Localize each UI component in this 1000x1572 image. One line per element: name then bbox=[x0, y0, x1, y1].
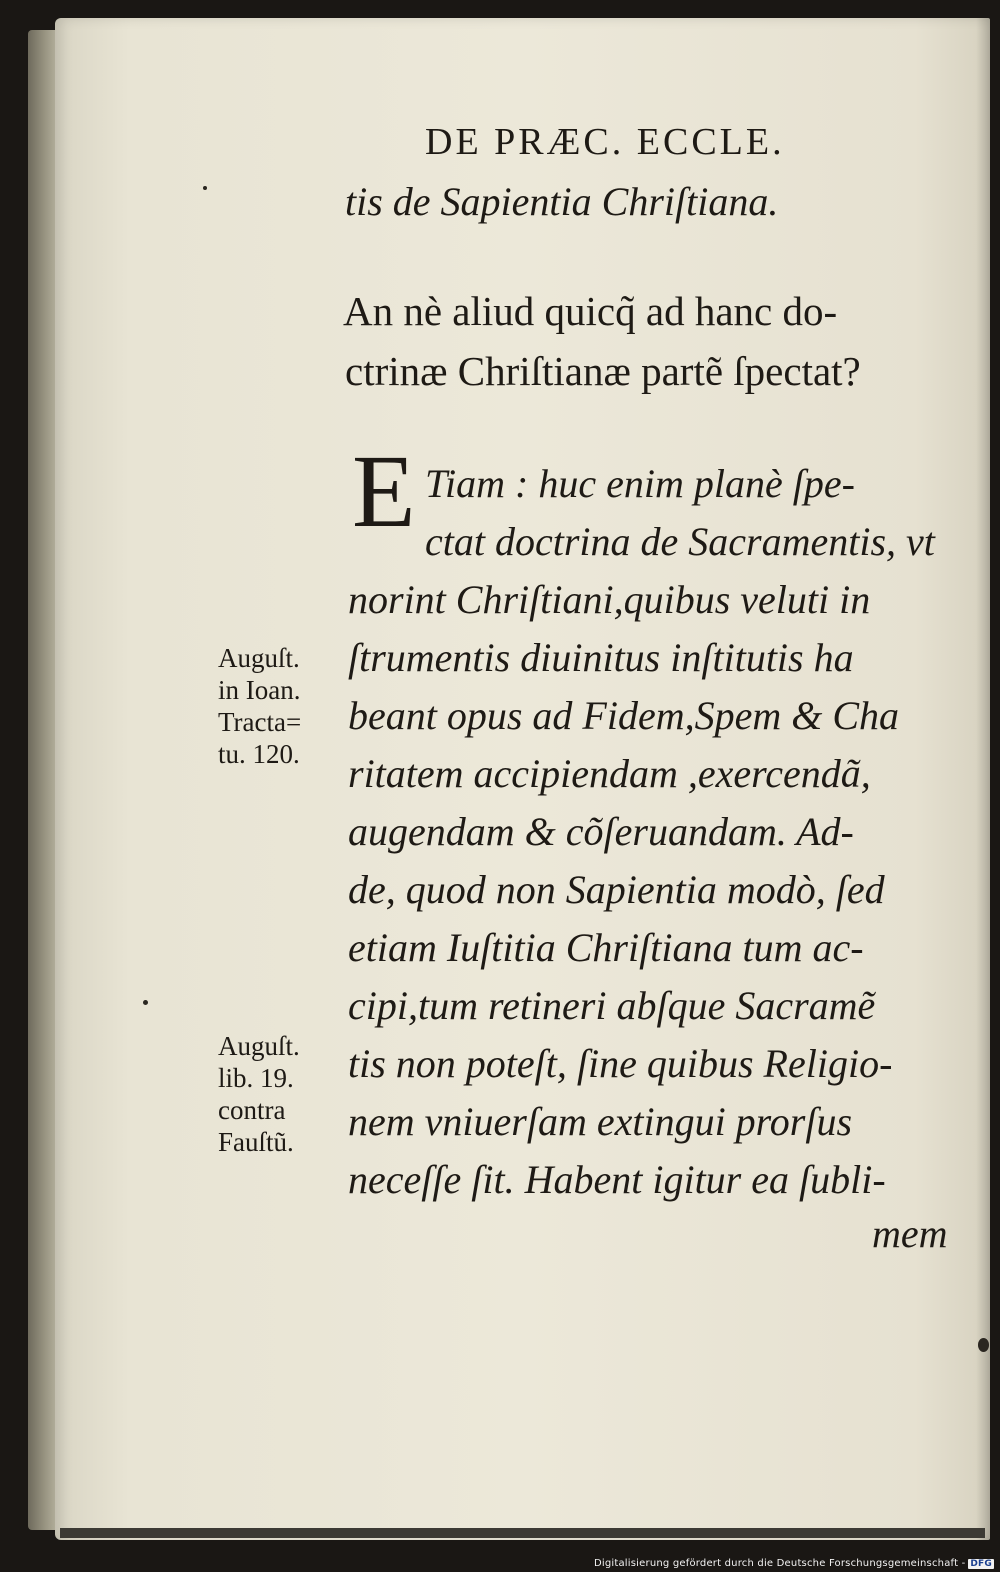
question-line: ctrinæ Chriſtianæ partẽ ſpectat? bbox=[345, 348, 861, 394]
margin-note bbox=[218, 642, 301, 770]
body-line: neceſſe ſit. Habent igitur ea ſubli- bbox=[348, 1157, 886, 1202]
question-line: An nè aliud quicq̃ ad hanc do- bbox=[343, 288, 838, 334]
margin-note-line: tu. 120. bbox=[218, 739, 300, 769]
dfg-logo: DFG bbox=[970, 1559, 992, 1569]
body-line: norint Chriſtiani,quibus veluti in bbox=[348, 577, 871, 622]
page-bottom-edge bbox=[60, 1528, 985, 1538]
margin-note-line: Fauſtũ. bbox=[218, 1127, 294, 1157]
body-line: cipi,tum retineri abſque Sacramẽ bbox=[348, 983, 876, 1028]
body-line: ſtrumentis diuinitus inſtitutis ha bbox=[348, 635, 854, 680]
margin-note-line: lib. 19. bbox=[218, 1063, 294, 1093]
running-head: DE PRÆC. ECCLE. bbox=[425, 121, 785, 163]
paper-speck bbox=[203, 186, 207, 190]
body-line: nem vniuerſam extingui prorſus bbox=[348, 1099, 853, 1144]
body-line: Tiam : huc enim planè ſpe- bbox=[425, 461, 855, 506]
paper-speck bbox=[143, 1000, 148, 1005]
digitization-footer bbox=[594, 1558, 994, 1569]
page-gutter-shadow bbox=[976, 18, 990, 1540]
catchword: mem bbox=[872, 1211, 948, 1256]
paper-speck bbox=[978, 1338, 989, 1352]
margin-note-line: contra bbox=[218, 1095, 286, 1125]
body-line: beant opus ad Fidem,Spem & Cha bbox=[348, 693, 900, 738]
body-line: augendam & cõſeruandam. Ad- bbox=[348, 809, 854, 854]
footer-text: Digitalisierung gefördert durch die Deutsche Forschungsgemeinschaft - bbox=[593, 1558, 966, 1569]
margin-note-line: Auguſt. bbox=[218, 1031, 300, 1061]
margin-note-line: Auguſt. bbox=[218, 643, 300, 673]
body-line: ritatem accipiendam ,exercendã, bbox=[348, 751, 871, 796]
drop-cap-initial: E bbox=[352, 434, 416, 549]
text-line: tis de Sapientia Chriſtiana. bbox=[345, 179, 779, 224]
margin-note-line: Tracta= bbox=[218, 707, 302, 737]
margin-note bbox=[218, 1030, 300, 1158]
body-line: de, quod non Sapientia modò, ſed bbox=[348, 867, 885, 912]
margin-note-line: in Ioan. bbox=[218, 675, 301, 705]
body-line: tis non poteſt, ſine quibus Religio- bbox=[348, 1041, 893, 1086]
body-line: etiam Iuſtitia Chriſtiana tum ac- bbox=[348, 925, 864, 970]
body-line: ctat doctrina de Sacramentis, vt bbox=[425, 519, 935, 564]
